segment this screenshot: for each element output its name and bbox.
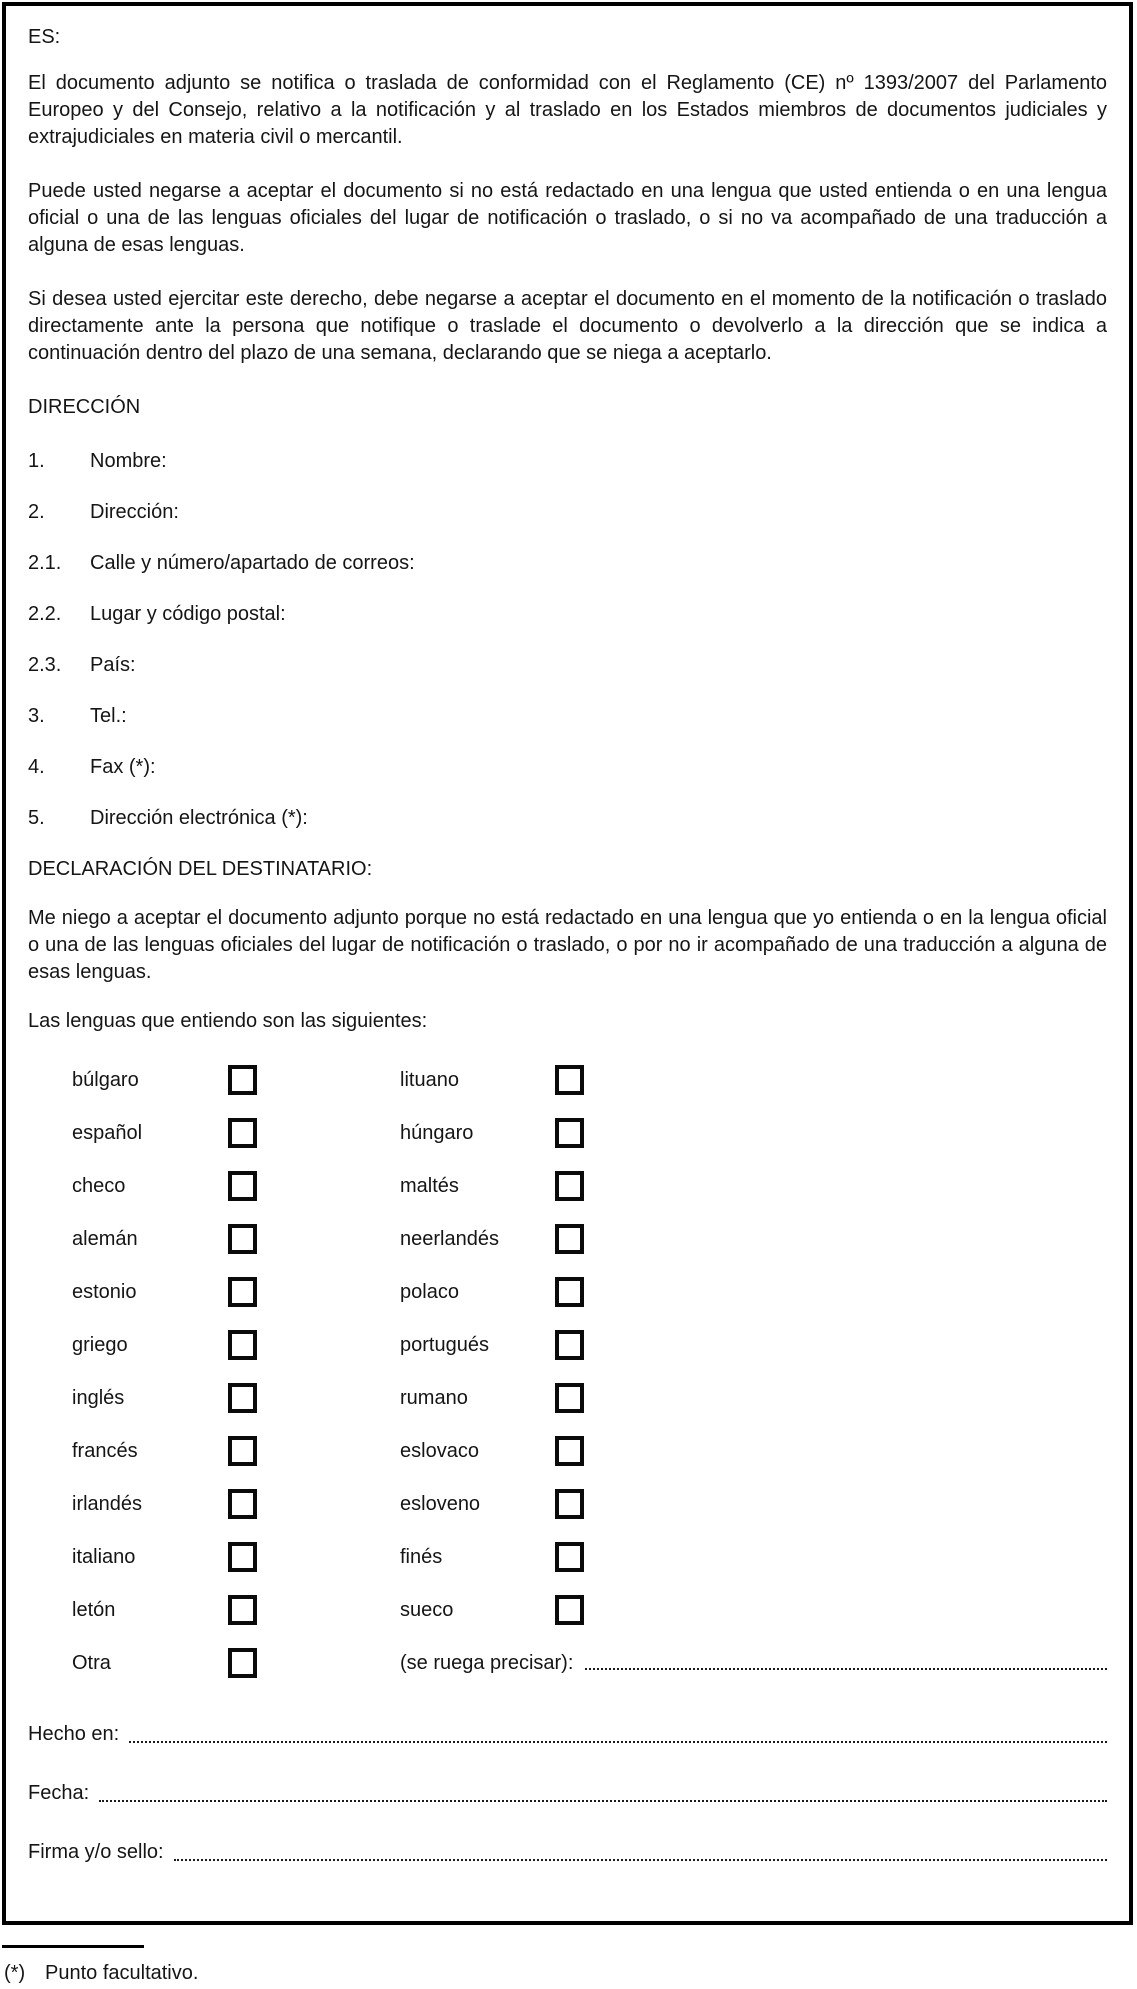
checkbox-rumano[interactable] xyxy=(555,1383,584,1413)
language-label-frances: francés xyxy=(72,1440,138,1462)
address-item-tel xyxy=(28,703,1107,730)
language-label-rumano: rumano xyxy=(400,1387,468,1409)
checkbox-aleman[interactable] xyxy=(228,1224,257,1254)
fecha-field xyxy=(28,1780,1107,1807)
intro-paragraph-1: El documento adjunto se notifica o traslada de conformidad con el Reglamento (CE) nº 1393/2007 del Parlamento Europeo y del Consejo, relativo a la notificación y al traslado en los Estados miembros de documentos judiciales y extrajudiciales en materia civil o mercantil. xyxy=(28,72,1107,148)
language-label-sueco: sueco xyxy=(400,1599,454,1621)
language-row xyxy=(28,1436,1107,1466)
address-item-fax xyxy=(28,754,1107,781)
fecha-dotted-line[interactable] xyxy=(99,1800,1107,1802)
direccion-heading: DIRECCIÓN xyxy=(28,396,141,418)
address-item-direccion xyxy=(28,499,1107,526)
checkbox-maltes[interactable] xyxy=(555,1171,584,1201)
declaracion-heading: DECLARACIÓN DEL DESTINATARIO: xyxy=(28,858,373,880)
footnote-text: Punto facultativo. xyxy=(45,1962,199,1984)
language-label-irlandes: irlandés xyxy=(72,1493,143,1515)
checkbox-fines[interactable] xyxy=(555,1542,584,1572)
checkbox-ingles[interactable] xyxy=(228,1383,257,1413)
language-label-bulgaro: búlgaro xyxy=(72,1069,139,1091)
item-number: 2.2. xyxy=(28,603,62,625)
item-number: 5. xyxy=(28,807,45,829)
item-label: Fax (*): xyxy=(90,756,156,778)
language-label-aleman: alemán xyxy=(72,1228,138,1250)
checkbox-portugues[interactable] xyxy=(555,1330,584,1360)
intro-paragraph-3: Si desea usted ejercitar este derecho, debe negarse a aceptar el documento en el momento de la notificación o traslado directamente ante la persona que notifique o traslade el documento o devolverlo a la dirección que se indica a continuación dentro del plazo de una semana, declarando que se niega a aceptarlo. xyxy=(28,288,1107,364)
hecho-en-label: Hecho en: xyxy=(28,1723,120,1745)
se-ruega-precisar-label: (se ruega precisar): xyxy=(400,1652,574,1674)
fecha-label: Fecha: xyxy=(28,1782,90,1804)
address-item-email xyxy=(28,805,1107,832)
language-row xyxy=(28,1118,1107,1148)
language-row xyxy=(28,1595,1107,1625)
checkbox-neerlandes[interactable] xyxy=(555,1224,584,1254)
hecho-en-dotted-line[interactable] xyxy=(129,1741,1107,1743)
item-label: País: xyxy=(90,654,136,676)
language-row-otra xyxy=(28,1648,1107,1678)
item-label: Dirección electrónica (*): xyxy=(90,807,308,829)
language-code-label: ES: xyxy=(28,26,61,48)
language-checkbox-grid xyxy=(28,1065,1107,1678)
checkbox-hungaro[interactable] xyxy=(555,1118,584,1148)
address-item-calle xyxy=(28,550,1107,577)
document-border-box xyxy=(2,2,1133,1925)
item-number: 2. xyxy=(28,501,45,523)
language-row xyxy=(28,1542,1107,1572)
footnote-marker: (*) xyxy=(4,1962,26,1984)
language-row xyxy=(28,1171,1107,1201)
item-label: Calle y número/apartado de correos: xyxy=(90,552,415,574)
language-label-neerlandes: neerlandés xyxy=(400,1228,499,1250)
item-label: Nombre: xyxy=(90,450,167,472)
checkbox-leton[interactable] xyxy=(228,1595,257,1625)
language-row xyxy=(28,1065,1107,1095)
language-label-fines: finés xyxy=(400,1546,443,1568)
language-label-italiano: italiano xyxy=(72,1546,136,1568)
checkbox-lituano[interactable] xyxy=(555,1065,584,1095)
language-label-maltes: maltés xyxy=(400,1175,459,1197)
intro-paragraph-2: Puede usted negarse a aceptar el documento si no está redactado en una lengua que usted entienda o en una lengua oficial o una de las lenguas oficiales del lugar de notificación o traslado, o si no va acompañado de una traducción a alguna de esas lenguas. xyxy=(28,180,1107,256)
language-label-eslovaco: eslovaco xyxy=(400,1440,479,1462)
precisar-dotted-line[interactable] xyxy=(585,1668,1107,1670)
checkbox-sueco[interactable] xyxy=(555,1595,584,1625)
item-number: 2.3. xyxy=(28,654,62,676)
language-label-checo: checo xyxy=(72,1175,126,1197)
languages-intro: Las lenguas que entiendo son las siguientes: xyxy=(28,1010,428,1032)
item-label: Tel.: xyxy=(90,705,127,727)
checkbox-estonio[interactable] xyxy=(228,1277,257,1307)
checkbox-otra[interactable] xyxy=(228,1648,257,1678)
language-label-lituano: lituano xyxy=(400,1069,459,1091)
language-row xyxy=(28,1383,1107,1413)
language-label-portugues: portugués xyxy=(400,1334,489,1356)
language-label-polaco: polaco xyxy=(400,1281,459,1303)
item-label: Dirección: xyxy=(90,501,179,523)
checkbox-eslovaco[interactable] xyxy=(555,1436,584,1466)
language-row xyxy=(28,1489,1107,1519)
language-row xyxy=(28,1277,1107,1307)
firma-sello-field xyxy=(28,1839,1107,1866)
language-row xyxy=(28,1224,1107,1254)
firma-sello-dotted-line[interactable] xyxy=(174,1859,1107,1861)
address-item-pais xyxy=(28,652,1107,679)
footnote xyxy=(2,1945,702,1986)
language-label-ingles: inglés xyxy=(72,1387,125,1409)
address-item-lugar xyxy=(28,601,1107,628)
checkbox-frances[interactable] xyxy=(228,1436,257,1466)
checkbox-bulgaro[interactable] xyxy=(228,1065,257,1095)
checkbox-espanol[interactable] xyxy=(228,1118,257,1148)
hecho-en-field xyxy=(28,1721,1107,1748)
footnote-divider xyxy=(2,1945,144,1948)
item-label: Lugar y código postal: xyxy=(90,603,286,625)
checkbox-griego[interactable] xyxy=(228,1330,257,1360)
language-label-espanol: español xyxy=(72,1122,143,1144)
item-number: 1. xyxy=(28,450,45,472)
language-label-griego: griego xyxy=(72,1334,128,1356)
language-label-estonio: estonio xyxy=(72,1281,137,1303)
language-label-hungaro: húngaro xyxy=(400,1122,474,1144)
checkbox-polaco[interactable] xyxy=(555,1277,584,1307)
se-ruega-precisar-field xyxy=(400,1648,1107,1678)
firma-sello-label: Firma y/o sello: xyxy=(28,1841,164,1863)
checkbox-checo[interactable] xyxy=(228,1171,257,1201)
language-label-esloveno: esloveno xyxy=(400,1493,481,1515)
item-number: 4. xyxy=(28,756,45,778)
address-item-nombre xyxy=(28,448,1107,475)
declaration-paragraph: Me niego a aceptar el documento adjunto porque no está redactado en una lengua que yo entienda o en la lengua oficial o una de las lenguas oficiales del lugar de notificación o traslado, o por no ir acompañado de una traducción a alguna de esas lenguas. xyxy=(28,907,1107,983)
checkbox-esloveno[interactable] xyxy=(555,1489,584,1519)
checkbox-italiano[interactable] xyxy=(228,1542,257,1572)
language-label-otra: Otra xyxy=(72,1652,111,1674)
checkbox-irlandes[interactable] xyxy=(228,1489,257,1519)
language-row xyxy=(28,1330,1107,1360)
item-number: 2.1. xyxy=(28,552,62,574)
language-label-leton: letón xyxy=(72,1599,116,1621)
item-number: 3. xyxy=(28,705,45,727)
